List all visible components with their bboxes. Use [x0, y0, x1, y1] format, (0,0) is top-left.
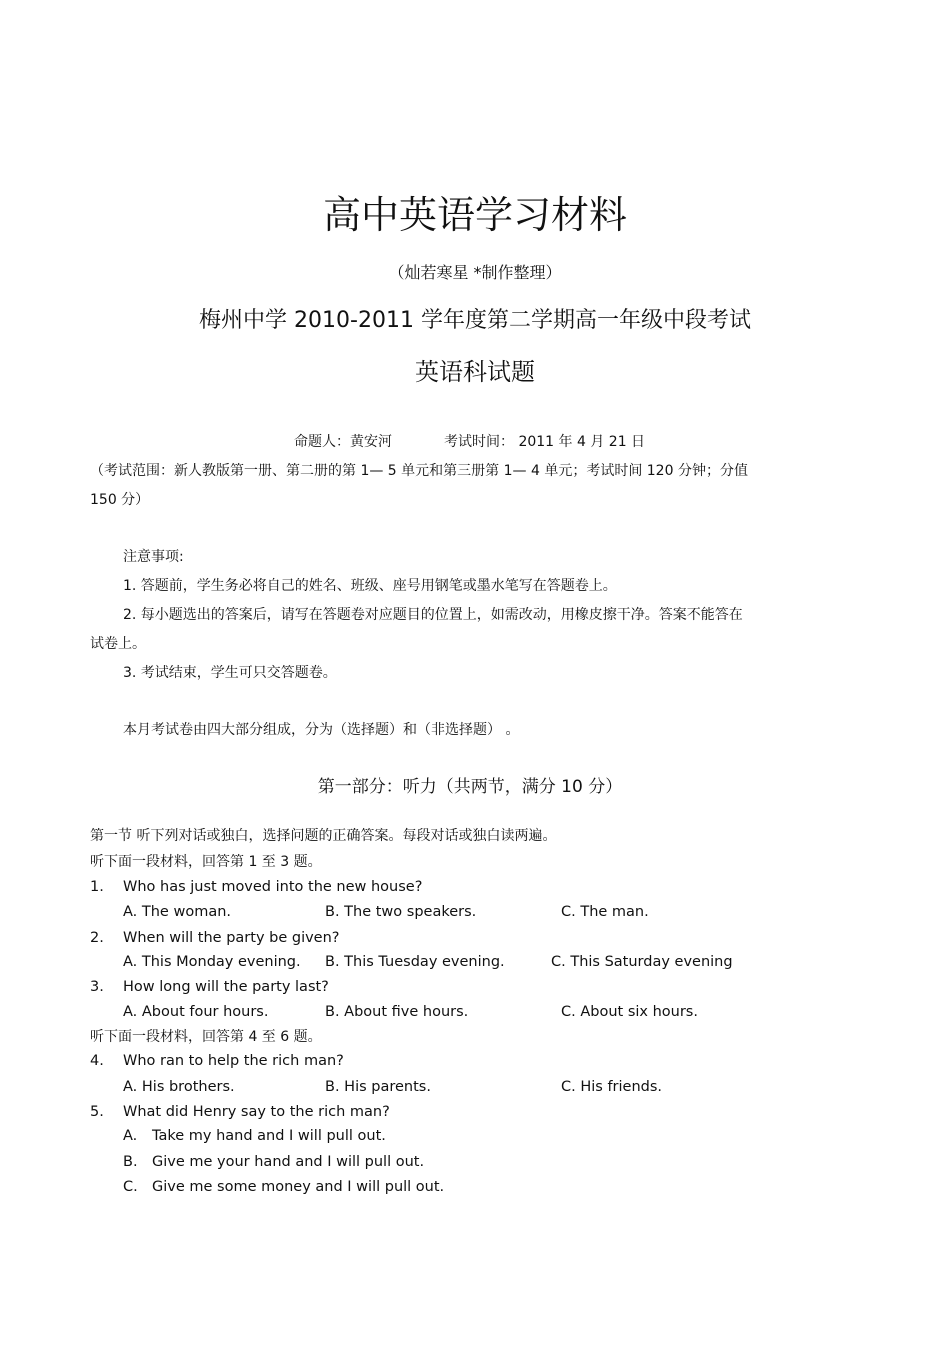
question-text: How long will the party last? [123, 979, 329, 995]
exam-date-line: 考试时间： 2011 年 4 月 21 日 [444, 434, 646, 450]
main-title: 高中英语学习材料 [322, 193, 627, 237]
section1-instructions: 第一节 听下列对话或独白，选择问题的正确答案。每段对话或独白读两遍。 [90, 828, 557, 844]
option-a: A. This Monday evening. [123, 954, 301, 970]
option-letter-a: A. [123, 1128, 138, 1144]
option-c: C. His friends. [561, 1079, 663, 1095]
option-c: C. About six hours. [561, 1004, 698, 1020]
question-number: 5. [90, 1104, 104, 1120]
option-letter-c: C. [123, 1179, 138, 1195]
group-instruction-2: 听下面一段材料，回答第 4 至 6 题。 [90, 1029, 322, 1045]
option-a: A. The woman. [123, 904, 231, 920]
question-text: Who ran to help the rich man? [123, 1053, 344, 1069]
question-text: Who has just moved into the new house? [123, 879, 423, 895]
exam-title: 梅州中学 2010-2011 学年度第二学期高一年级中段考试 [199, 308, 751, 333]
question-number: 3. [90, 979, 104, 995]
scope-line-2: 150 分） [90, 492, 150, 508]
option-a: Take my hand and I will pull out. [152, 1128, 386, 1144]
option-a: A. About four hours. [123, 1004, 269, 1020]
group-instruction-1: 听下面一段材料，回答第 1 至 3 题。 [90, 854, 322, 870]
question-text: What did Henry say to the rich man? [123, 1104, 390, 1120]
notice-item-3: 3. 考试结束，学生可只交答题卷。 [123, 665, 337, 681]
question-text: When will the party be given? [123, 930, 340, 946]
part1-heading: 第一部分：听力（共两节，满分 10 分） [317, 777, 623, 797]
notice-item-2: 2. 每小题选出的答案后，请写在答题卷对应题目的位置上，如需改动，用橡皮擦干净。答案不能答在 [123, 607, 743, 623]
notice-heading: 注意事项: [123, 549, 184, 565]
option-c: C. This Saturday evening [551, 954, 733, 970]
scope-line-1: （考试范围：新人教版第一册、第二册的第 1— 5 单元和第三册第 1— 4 单元；考试时间 120 分钟；分值 [90, 463, 748, 479]
question-number: 1. [90, 879, 104, 895]
question-number: 2. [90, 930, 104, 946]
question-number: 4. [90, 1053, 104, 1069]
option-b: Give me your hand and I will pull out. [152, 1154, 425, 1170]
option-b: B. His parents. [325, 1079, 431, 1095]
option-letter-b: B. [123, 1154, 138, 1170]
option-b: B. About five hours. [325, 1004, 469, 1020]
option-b: B. This Tuesday evening. [325, 954, 505, 970]
option-c: C. The man. [561, 904, 649, 920]
subject-title: 英语科试题 [415, 358, 535, 386]
subtitle: （灿若寒星 *制作整理） [388, 263, 562, 282]
author-line: 命题人：黄安河 [294, 434, 392, 450]
composition-note: 本月考试卷由四大部分组成，分为（选择题）和（非选择题） 。 [123, 722, 520, 738]
option-a: A. His brothers. [123, 1079, 235, 1095]
option-c: Give me some money and I will pull out. [152, 1179, 445, 1195]
option-b: B. The two speakers. [325, 904, 477, 920]
notice-item-2-cont: 试卷上。 [90, 636, 146, 652]
notice-item-1: 1. 答题前，学生务必将自己的姓名、班级、座号用钢笔或墨水笔写在答题卷上。 [123, 578, 617, 594]
